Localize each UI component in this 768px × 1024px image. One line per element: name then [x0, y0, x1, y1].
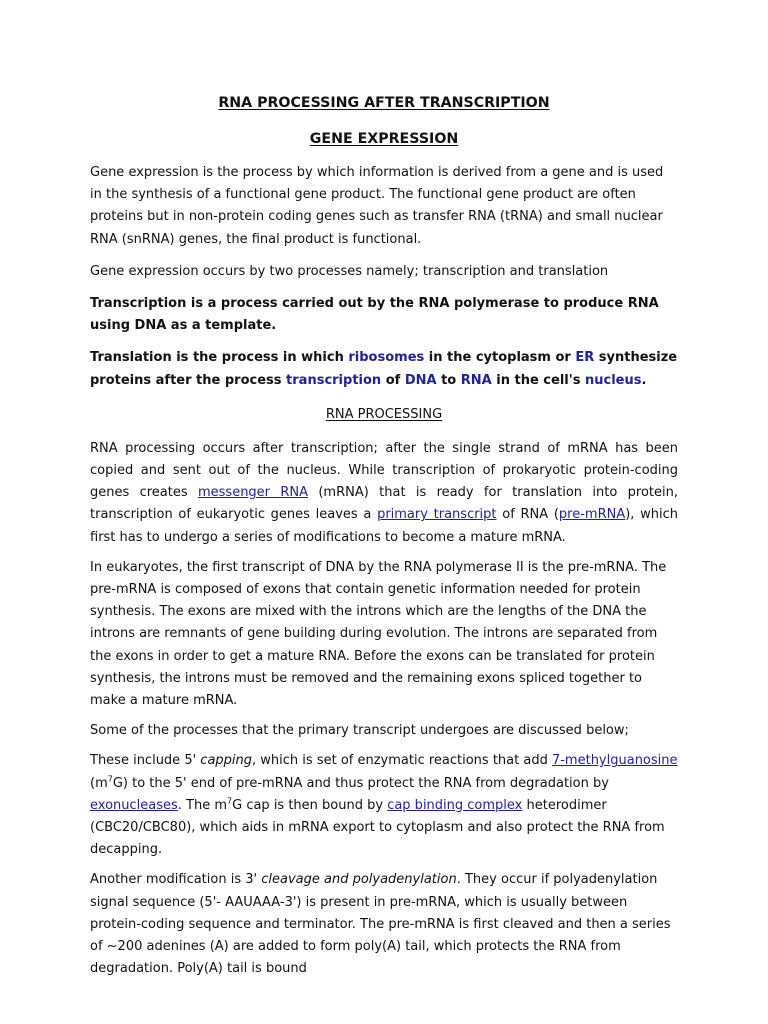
heading-rna-processing: RNA PROCESSING: [325, 406, 443, 422]
heading-gene-expression: GENE EXPRESSION: [309, 131, 459, 147]
text-segment: to: [436, 372, 461, 388]
link-er[interactable]: ER: [575, 350, 595, 366]
text-segment: , which is set of enzymatic reactions that add: [252, 753, 552, 769]
paragraph-polyadenylation: [90, 869, 678, 980]
text-segment: . They occur if polyadenylation signal sequence (5'- AAUAAA-3') is present in pre-mRNA, which is usually between protein-coding sequence and terminator. The pre-mRNA is first cleaved and then a series of ~200 adenines (A) are added to form poly(A) tail, which protects the RNA from degradation. Poly(A) tail is bound: [90, 872, 671, 977]
paragraph-eukaryotes: In eukaryotes, the first transcript of DNA by the RNA polymerase II is the pre-mRNA. The pre-mRNA is composed of exons that contain genetic information needed for protein synthesis. The exons are mixed with the introns which are the lengths of the DNA the introns are remnants of gene building during evolution. The introns are separated from the exons in order to get a mature RNA. Before the exons can be translated for protein synthesis, the introns must be removed and the remaining exons spliced together to make a mature mRNA.: [90, 559, 667, 709]
superscript: 7: [107, 774, 113, 784]
text-segment: G cap is then bound by: [232, 797, 388, 813]
text-segment: heterodimer (CBC20/CBC80), which aids in mRNA export to cytoplasm and also protect the RNA from decapping.: [90, 797, 665, 858]
link-rna[interactable]: RNA: [460, 372, 492, 388]
document-title: RNA PROCESSING AFTER TRANSCRIPTION: [218, 95, 550, 111]
term-capping: capping: [200, 753, 253, 769]
term-cleavage-polyadenylation: cleavage and polyadenylation: [261, 872, 457, 888]
text-segment: RNA processing occurs after transcription; after the single strand of mRNA has been copied and sent out of the nucleus. While transcription of prokaryotic protein-coding genes creates: [90, 440, 678, 501]
link-pre-mrna[interactable]: pre-mRNA: [558, 507, 626, 523]
link-transcription[interactable]: transcription: [286, 372, 382, 388]
link-nucleus[interactable]: nucleus: [584, 372, 642, 388]
text-segment: .: [641, 372, 647, 388]
text-segment: ), which first has to undergo a series of modifications to become a mature mRNA.: [90, 507, 679, 545]
link-7-methylguanosine[interactable]: 7-methylguanosine: [551, 753, 678, 769]
text-segment: (m: [90, 775, 108, 791]
link-exonucleases[interactable]: exonucleases: [90, 797, 178, 813]
text-segment: (mRNA) that is ready for translation into protein, transcription of eukaryotic genes leaves a: [90, 485, 678, 523]
text-segment: Another modification is 3': [90, 872, 262, 888]
paragraph-rna-processing: [90, 438, 678, 549]
link-ribosomes[interactable]: ribosomes: [348, 350, 425, 366]
text-segment: of: [381, 372, 405, 388]
link-dna[interactable]: DNA: [404, 372, 437, 388]
paragraph-gene-expression: Gene expression is the process by which information is derived from a gene and is used in the synthesis of a functional gene product. The functional gene product are often proteins but in non-protein coding genes such as transfer RNA (tRNA) and small nuclear RNA (snRNA) genes, the final product is functional.: [90, 165, 664, 247]
superscript: 7: [227, 796, 233, 806]
link-cap-binding-complex[interactable]: cap binding complex: [387, 797, 523, 813]
text-segment: synthesize proteins after the process: [90, 350, 678, 388]
paragraph-translation-definition: [90, 347, 678, 391]
text-segment: . The m: [177, 797, 228, 813]
link-primary-transcript[interactable]: primary transcript: [377, 507, 497, 523]
link-messenger-rna[interactable]: messenger RNA: [197, 485, 309, 501]
paragraph-two-processes: Gene expression occurs by two processes namely; transcription and translation: [90, 263, 609, 279]
paragraph-processes-intro: Some of the processes that the primary transcript undergoes are discussed below;: [90, 723, 629, 739]
text-segment: of RNA (: [496, 507, 559, 523]
text-segment: These include 5': [90, 753, 201, 769]
paragraph-transcription-definition: Transcription is a process carried out by the RNA polymerase to produce RNA using DNA as a template.: [90, 296, 659, 334]
text-segment: G) to the 5' end of pre-mRNA and thus protect the RNA from degradation by: [112, 775, 609, 791]
paragraph-capping: [90, 750, 678, 861]
text-segment: in the cell's: [491, 372, 585, 388]
text-segment: in the cytoplasm or: [424, 350, 576, 366]
text-segment: Translation is the process in which: [90, 350, 349, 366]
